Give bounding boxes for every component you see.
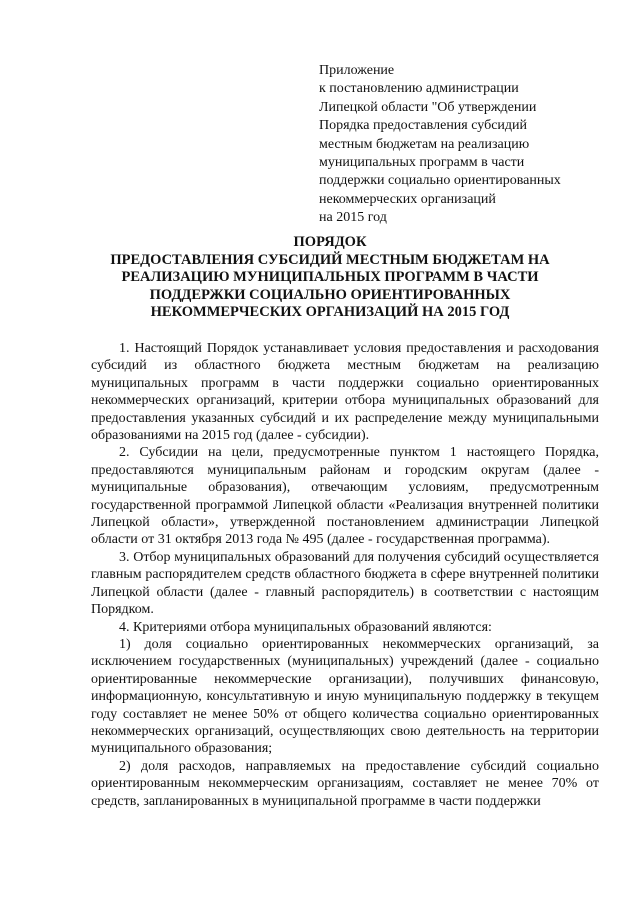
document-body [91,340,599,810]
appendix-line: некоммерческих организаций [319,191,496,207]
appendix-line: к постановлению администрации [319,81,519,97]
title-heading: ПОРЯДОК [293,234,367,250]
appendix-line: на 2015 год [319,210,387,226]
appendix-line: Порядка предоставления субсидий [319,118,528,134]
appendix-line: муниципальных программ в части [319,155,525,171]
appendix-note [319,62,619,228]
title-line: ПРЕДОСТАВЛЕНИЯ СУБСИДИЙ МЕСТНЫМ БЮДЖЕТАМ НА [110,251,550,268]
paragraph: 1) доля социально ориентированных некоммерческих организаций, за исключением государственных (муниципальных) учреждений (далее - социально ориентированные некоммерческие организации), получивших финансовую, информационную, консультативную и иную муниципальную поддержку в текущем году составляет не менее 50% от общего количества социально ориентированных некоммерческих организаций, осуществляющих свою деятельность на территории муниципального образования; [91,636,599,757]
appendix-line: Приложение [319,63,395,78]
paragraph: 4. Критериями отбора муниципальных образований являются: [119,619,492,635]
title-line: РЕАЛИЗАЦИЮ МУНИЦИПАЛЬНЫХ ПРОГРАММ В ЧАСТИ [121,269,539,286]
appendix-line: местным бюджетам на реализацию [319,136,530,152]
title-line: НЕКОММЕРЧЕСКИХ ОРГАНИЗАЦИЙ НА 2015 ГОД [150,304,510,321]
paragraph: 1. Настоящий Порядок устанавливает условия предоставления и расходования субсидий из областного бюджета местным бюджетам на реализацию муниципальных программ в части поддержки социально ориентированных некоммерческих организаций, критерии отбора муниципальных образований для предоставления указанных субсидий и их распределение между муниципальными образованиями на 2015 год (далее - субсидии). [91,341,599,444]
appendix-line: поддержки социально ориентированных [319,173,561,189]
document-title [62,234,598,322]
paragraph: 3. Отбор муниципальных образований для получения субсидий осуществляется главным распорядителем средств областного бюджета в сфере внутренней политики Липецкой области (далее - главный распорядитель) в соответствии с настоящим Порядком. [91,549,599,618]
paragraph: 2) доля расходов, направляемых на предоставление субсидий социально ориентированным некоммерческим организациям, составляет не менее 70% от средств, запланированных в муниципальной программе в части поддержки [91,758,599,809]
paragraph: 2. Субсидии на цели, предусмотренные пунктом 1 настоящего Порядка, предоставляются муниципальным районам и городским округам (далее - муниципальные образования), отвечающим условиям, предусмотренным государственной программой Липецкой области «Реализация внутренней политики Липецкой области», утвержденной постановлением администрации Липецкой области от 31 октября 2013 года № 495 (далее - государственная программа). [91,445,599,548]
appendix-line: Липецкой области "Об утверждении [319,99,537,115]
title-line: ПОДДЕРЖКИ СОЦИАЛЬНО ОРИЕНТИРОВАННЫХ [149,286,511,303]
